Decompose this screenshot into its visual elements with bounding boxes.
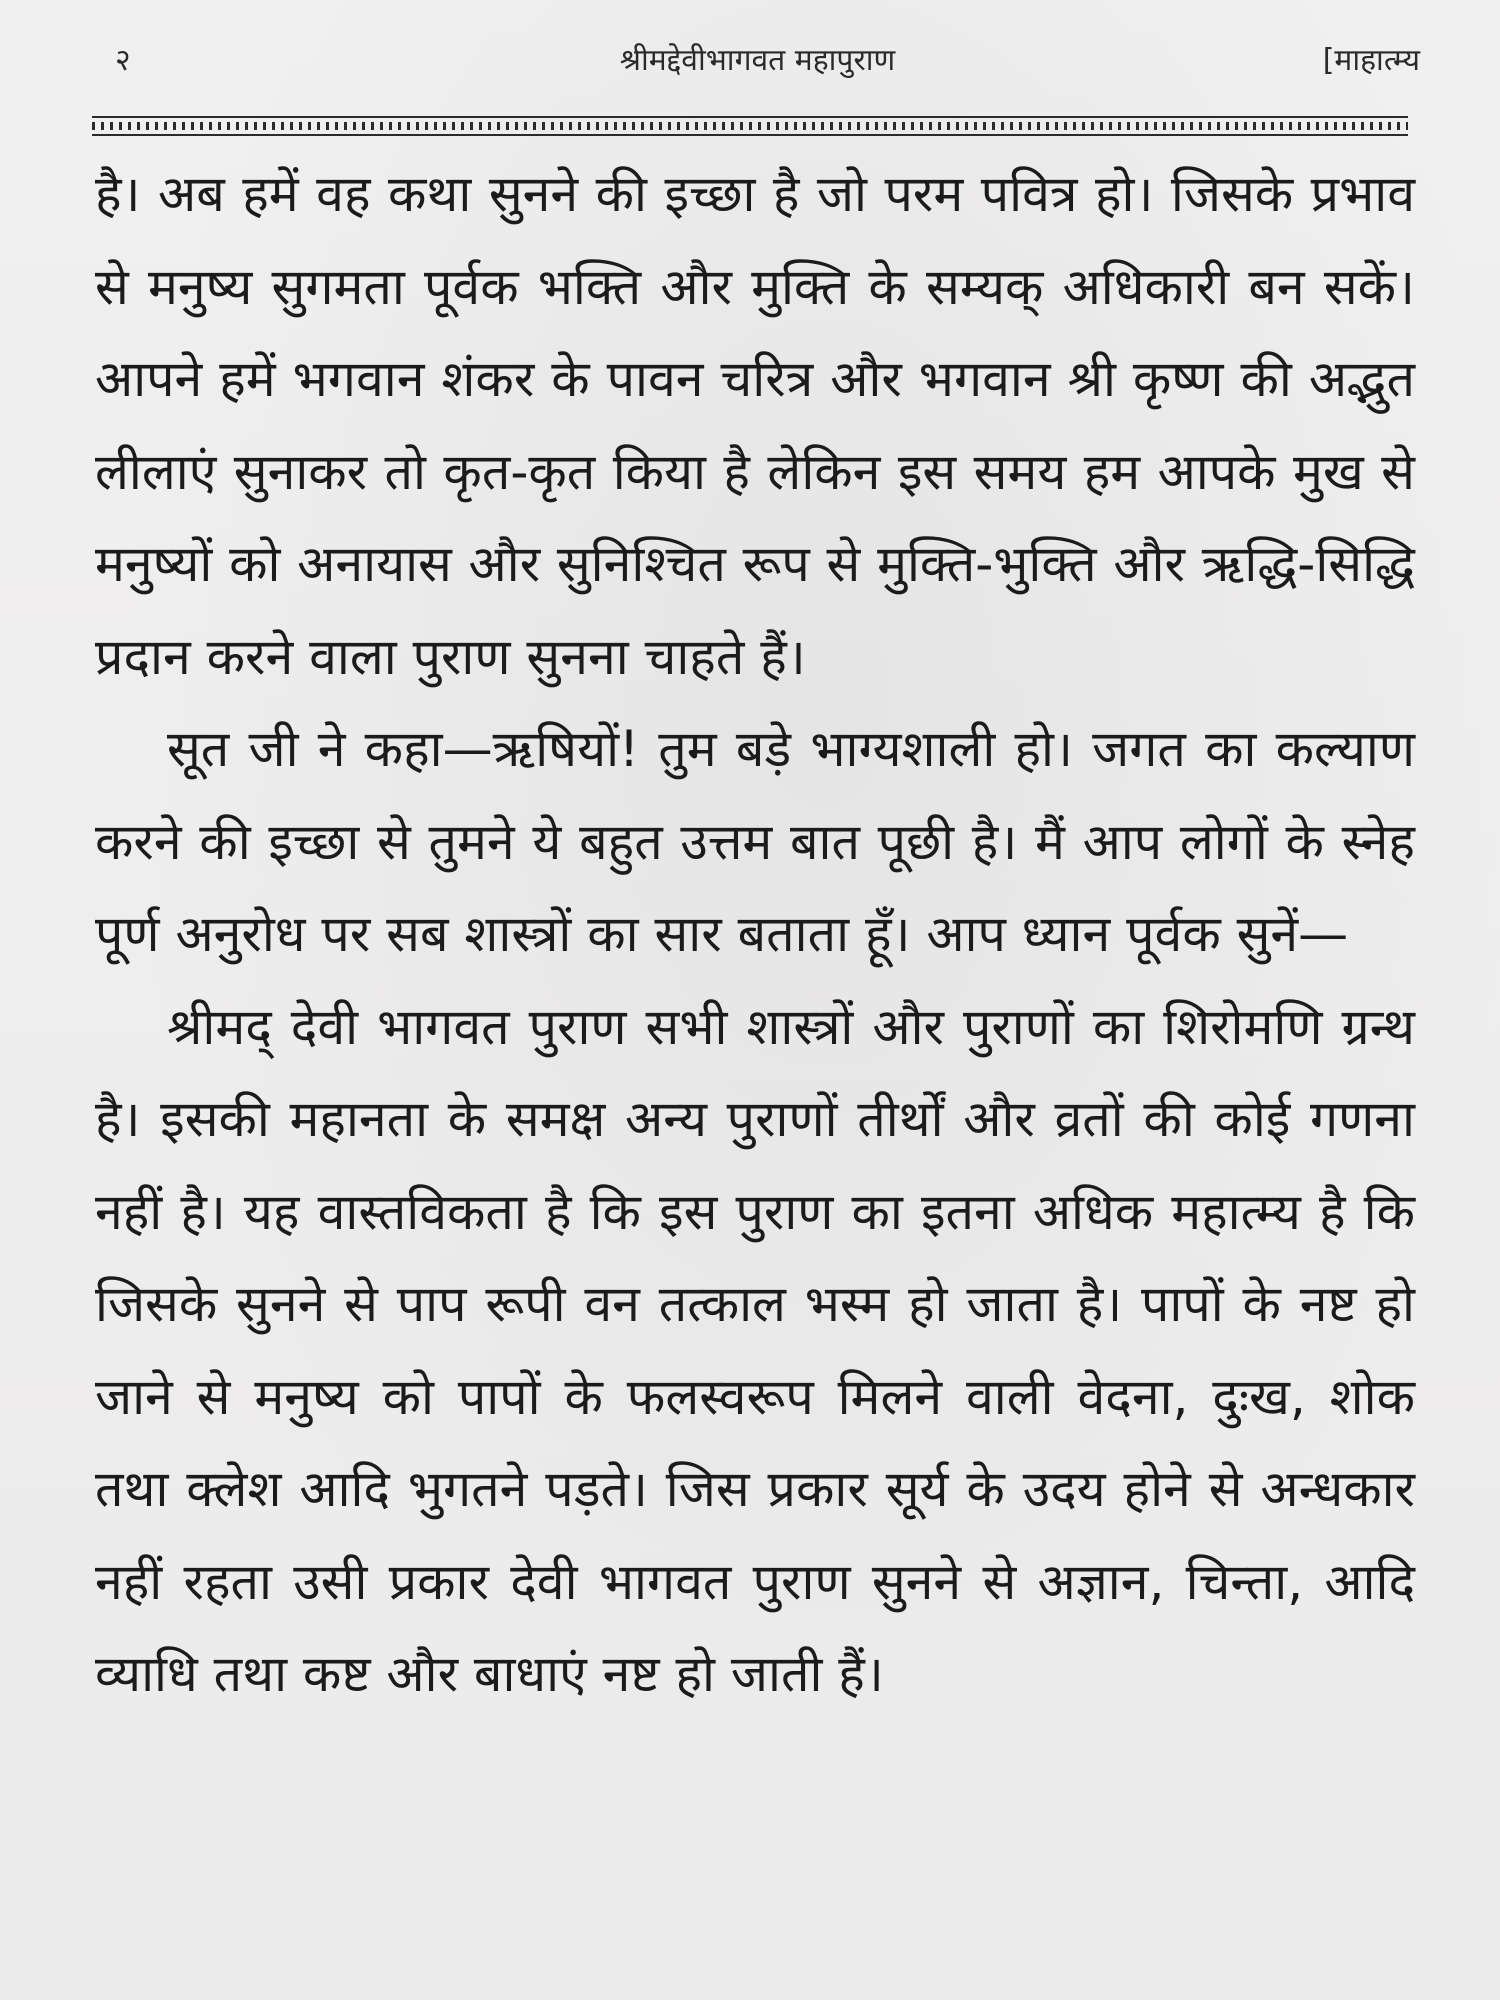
page-header	[95, 32, 1420, 80]
paragraph-3: श्रीमद् देवी भागवत पुराण सभी शास्त्रों और पुराणों का शिरोमणि ग्रन्थ है। इसकी महानता के समक्ष अन्य पुराणों तीर्थों और व्रतों की कोई गणना नहीं है। यह वास्तविकता है कि इस पुराण का इतना अधिक महात्म्य है कि जिसके सुनने से पाप रूपी वन तत्काल भस्म हो जाता है। पापों के नष्ट हो जाने से मनुष्य को पापों के फलस्वरूप मिलने वाली वेदना, दुःख, शोक तथा क्लेश आदि भुगतने पड़ते। जिस प्रकार सूर्य के उदय होने से अन्धकार नहीं रहता उसी प्रकार देवी भागवत पुराण सुनने से अज्ञान, चिन्ता, आदि व्याधि तथा कष्ट और बाधाएं नष्ट हो जाती हैं।	[95, 997, 1415, 1703]
section-label: [माहात्म्य	[1322, 43, 1420, 78]
ornamental-divider	[92, 116, 1408, 136]
paragraph-2: सूत जी ने कहा—ऋषियों! तुम बड़े भाग्यशाली हो। जगत का कल्याण करने की इच्छा से तुमने ये बहुत उत्तम बात पूछी है। मैं आप लोगों के स्नेह पूर्ण अनुरोध पर सब शास्त्रों का सार बताता हूँ। आप ध्यान पूर्वक सुनें—	[95, 720, 1415, 963]
body-text	[95, 148, 1415, 1721]
page-number: २	[115, 43, 131, 78]
running-title: श्रीमद्देवीभागवत महापुराण	[619, 43, 896, 78]
paragraph-1: है। अब हमें वह कथा सुनने की इच्छा है जो परम पवित्र हो। जिसके प्रभाव से मनुष्य सुगमता पूर्वक भक्ति और मुक्ति के सम्यक् अधिकारी बन सकें। आपने हमें भगवान शंकर के पावन चरित्र और भगवान श्री कृष्ण की अद्भुत लीलाएं सुनाकर तो कृत-कृत किया है लेकिन इस समय हम आपके मुख से मनुष्यों को अनायास और सुनिश्चित रूप से मुक्ति-भुक्ति और ऋद्धि-सिद्धि प्रदान करने वाला पुराण सुनना चाहते हैं।	[95, 165, 1415, 686]
